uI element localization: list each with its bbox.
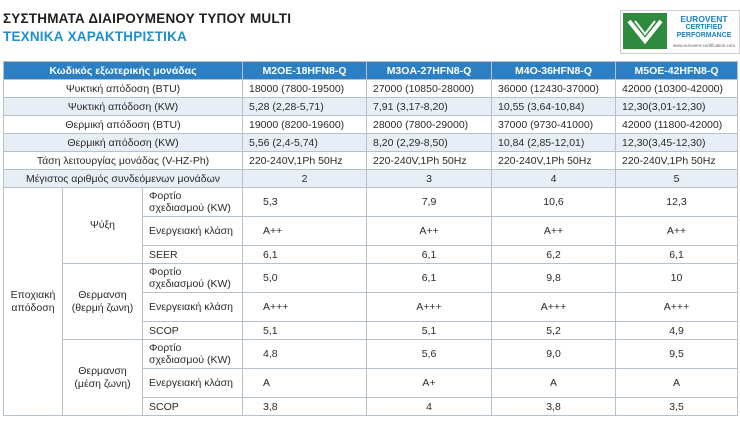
table-cell: 5,1 [243, 322, 367, 340]
table-header-row [4, 62, 738, 80]
model-header: M4O-36HFN8-Q [492, 62, 616, 80]
row-label: Ψυκτική απόδοση (BTU) [4, 80, 243, 98]
table-cell: A++ [367, 217, 492, 246]
table-cell: A+++ [492, 293, 616, 322]
mode-label-heating-average: Θερμανση (μέση ζωνη) [63, 340, 143, 416]
table-cell: 6,1 [367, 264, 492, 293]
table-cell: 5,2 [492, 322, 616, 340]
table-cell: 6,1 [243, 246, 367, 264]
logo-text-certified: CERTIFIED [685, 24, 723, 31]
table-row [4, 170, 738, 188]
table-cell: 9,5 [616, 340, 738, 369]
table-cell: 12,30(3,45-12,30) [616, 134, 738, 152]
table-cell: 5,6 [367, 340, 492, 369]
row-label: Φορτίο σχεδιασμού (KW) [143, 340, 243, 369]
table-cell: 220-240V,1Ph 50Hz [243, 152, 367, 170]
table-cell: 9,0 [492, 340, 616, 369]
row-label: Μέγιστος αριθμός συνδεόμενων μονάδων [4, 170, 243, 188]
logo-text-performance: PERFORMANCE [676, 32, 732, 39]
table-cell: 4 [492, 170, 616, 188]
table-cell: A [243, 369, 367, 398]
table-cell: 19000 (8200-19600) [243, 116, 367, 134]
table-cell: 7,91 (3,17-8,20) [367, 98, 492, 116]
eurovent-logo [620, 10, 740, 54]
logo-text-url: www.eurovent-certification.com [672, 43, 736, 48]
table-cell: 12,30(3,01-12,30) [616, 98, 738, 116]
table-cell: 3 [367, 170, 492, 188]
model-header: M5OE-42HFN8-Q [616, 62, 738, 80]
row-label: Ψυκτική απόδοση (KW) [4, 98, 243, 116]
table-cell: 6,1 [616, 246, 738, 264]
table-cell: 9,8 [492, 264, 616, 293]
specs-table [3, 61, 738, 416]
table-cell: 7,9 [367, 188, 492, 217]
row-label: SCOP [143, 398, 243, 416]
eurovent-emblem-icon [623, 13, 667, 49]
table-cell: A [616, 369, 738, 398]
row-label: Φορτίο σχεδιασμού (KW) [143, 264, 243, 293]
row-label: Ενεργειακή κλάση [143, 293, 243, 322]
row-label: SEER [143, 246, 243, 264]
table-cell: 6,2 [492, 246, 616, 264]
table-row [4, 80, 738, 98]
table-cell: 5,28 (2,28-5,71) [243, 98, 367, 116]
seasonal-performance-label: Εποχιακή απόδοση [4, 188, 63, 416]
row-label: Ενεργειακή κλάση [143, 369, 243, 398]
table-cell: 3,8 [243, 398, 367, 416]
table-cell: 5 [616, 170, 738, 188]
table-cell: 12,3 [616, 188, 738, 217]
table-cell: A [492, 369, 616, 398]
model-header: M3OA-27HFN8-Q [367, 62, 492, 80]
row-label: Φορτίο σχεδιασμού (KW) [143, 188, 243, 217]
model-header: M2OE-18HFN8-Q [243, 62, 367, 80]
table-row [4, 98, 738, 116]
logo-text-eurovent: EUROVENT [680, 14, 728, 24]
table-cell: 42000 (10300-42000) [616, 80, 738, 98]
table-cell: 27000 (10850-28000) [367, 80, 492, 98]
table-cell: 37000 (9730-41000) [492, 116, 616, 134]
table-row [4, 116, 738, 134]
table-cell: 3,8 [492, 398, 616, 416]
table-cell: 3,5 [616, 398, 738, 416]
table-cell: A+++ [616, 293, 738, 322]
table-row [4, 188, 738, 217]
table-cell: 5,0 [243, 264, 367, 293]
table-cell: A+++ [243, 293, 367, 322]
table-row [4, 264, 738, 293]
table-cell: 28000 (7800-29000) [367, 116, 492, 134]
table-cell: 220-240V,1Ph 50Hz [367, 152, 492, 170]
table-cell: 5,1 [367, 322, 492, 340]
table-cell: 10 [616, 264, 738, 293]
table-cell: 4,9 [616, 322, 738, 340]
table-cell: A++ [616, 217, 738, 246]
table-cell: 4 [367, 398, 492, 416]
table-cell: 5,56 (2,4-5,74) [243, 134, 367, 152]
row-label: Τάση λειτουργίας μονάδας (V-HZ-Ph) [4, 152, 243, 170]
table-cell: 220-240V,1Ph 50Hz [616, 152, 738, 170]
table-cell: 10,84 (2,85-12,01) [492, 134, 616, 152]
table-cell: A++ [243, 217, 367, 246]
row-label: Θερμική απόδοση (BTU) [4, 116, 243, 134]
row-label: Θερμική απόδοση (KW) [4, 134, 243, 152]
row-label: SCOP [143, 322, 243, 340]
table-cell: 18000 (7800-19500) [243, 80, 367, 98]
table-row [4, 134, 738, 152]
mode-label-cooling: Ψύξη [63, 188, 143, 264]
table-cell: A++ [492, 217, 616, 246]
page-subtitle: ΤΕΧΝΙΚΑ ΧΑΡΑΚΤΗΡΙΣΤΙΚΑ [3, 29, 188, 44]
outdoor-unit-code-header: Κωδικός εξωτερικής μονάδας [4, 62, 243, 80]
row-label: Ενεργειακή κλάση [143, 217, 243, 246]
table-cell: 8,20 (2,29-8,50) [367, 134, 492, 152]
table-cell: 4,8 [243, 340, 367, 369]
table-row [4, 340, 738, 369]
table-cell: 36000 (12430-37000) [492, 80, 616, 98]
table-cell: A+++ [367, 293, 492, 322]
table-cell: 5,3 [243, 188, 367, 217]
mode-label-heating-warm: Θερμανση (θερμή ζωνη) [63, 264, 143, 340]
table-cell: 6,1 [367, 246, 492, 264]
page-title: ΣΥΣΤΗΜΑΤΑ ΔΙΑΙΡΟΥΜΕΝΟΥ ΤΥΠΟΥ MULTI [3, 11, 292, 26]
table-cell: 10,6 [492, 188, 616, 217]
table-row [4, 152, 738, 170]
table-cell: A+ [367, 369, 492, 398]
table-cell: 2 [243, 170, 367, 188]
table-cell: 220-240V,1Ph 50Hz [492, 152, 616, 170]
table-cell: 10,55 (3,64-10,84) [492, 98, 616, 116]
table-cell: 42000 (11800-42000) [616, 116, 738, 134]
